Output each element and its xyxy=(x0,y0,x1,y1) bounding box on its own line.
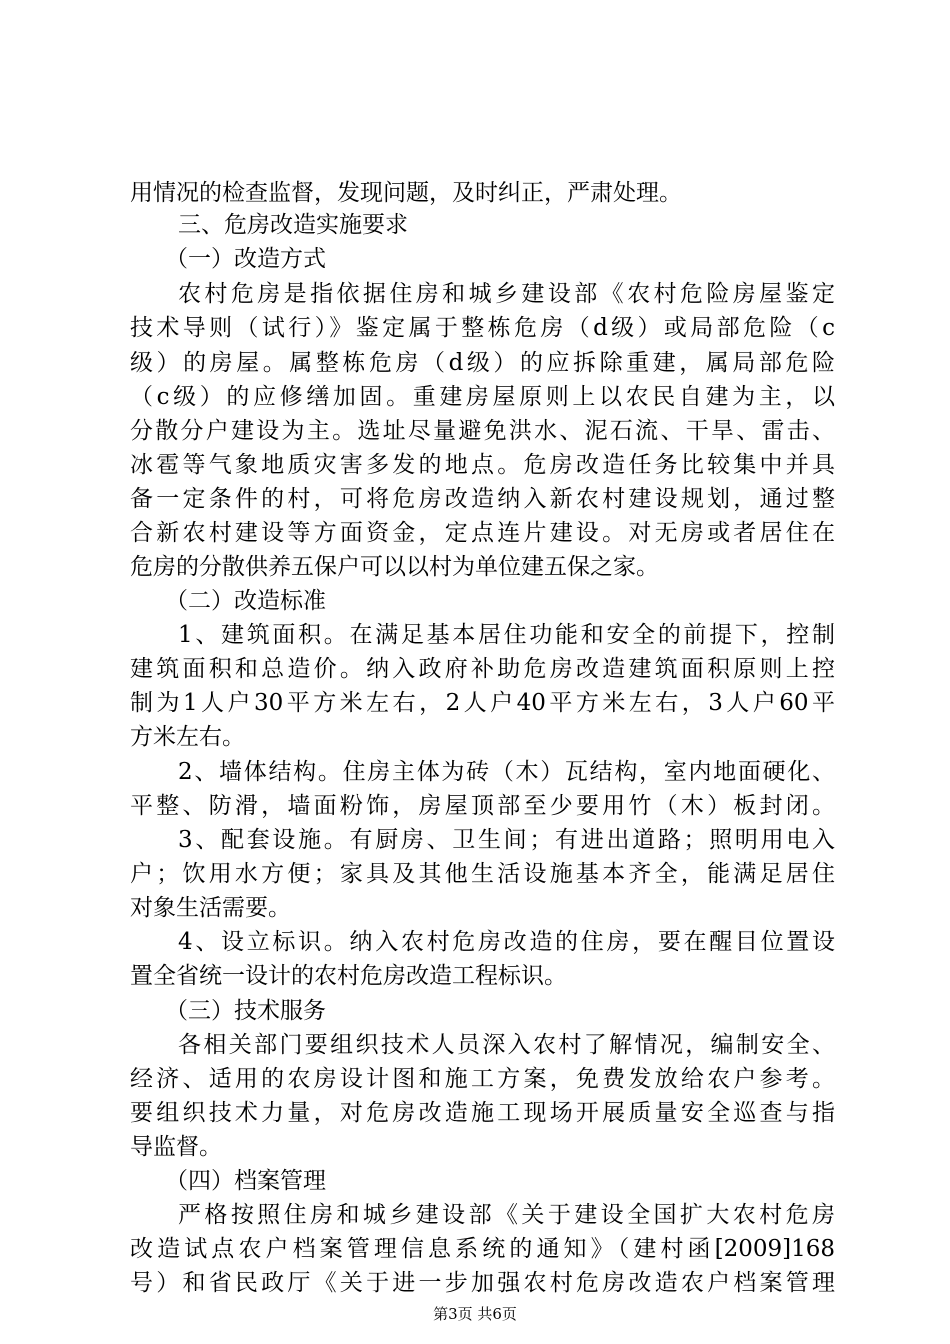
paragraph-line: 对象生活需要。 xyxy=(130,895,291,921)
paragraph-line: 置全省统一设计的农村危房改造工程标识。 xyxy=(130,963,567,989)
paragraph-line: 制为1人户30平方米左右，2人户40平方米左右，3人户60平 xyxy=(130,690,835,716)
paragraph-line: 要组织技术力量，对危房改造施工现场开展质量安全巡查与指 xyxy=(130,1100,835,1126)
page-number: 第3页 共6页 xyxy=(433,1305,517,1323)
paragraph-line: 危房的分散供养五保户可以以村为单位建五保之家。 xyxy=(130,554,659,580)
paragraph-line: 冰雹等气象地质灾害多发的地点。危房改造任务比较集中并具 xyxy=(130,452,835,478)
paragraph-line: 分散分户建设为主。选址尽量避免洪水、泥石流、干旱、雷击、 xyxy=(130,418,835,444)
subsection-heading: （二）改造标准 xyxy=(165,588,326,614)
paragraph-line: 农村危房是指依据住房和城乡建设部《农村危险房屋鉴定 xyxy=(178,281,835,307)
paragraph-line: 建筑面积和总造价。纳入政府补助危房改造建筑面积原则上控 xyxy=(130,656,835,682)
paragraph-line: 户；饮用水方便；家具及其他生活设施基本齐全，能满足居住 xyxy=(130,861,835,887)
paragraph-line: 级）的房屋。属整栋危房（d级）的应拆除重建，属局部危险 xyxy=(130,350,835,376)
paragraph-line: 合新农村建设等方面资金，定点连片建设。对无房或者居住在 xyxy=(130,520,835,546)
paragraph-line: 1、建筑面积。在满足基本居住功能和安全的前提下，控制 xyxy=(178,622,835,648)
paragraph-line: 导监督。 xyxy=(130,1134,222,1160)
paragraph-line: 3、配套设施。有厨房、卫生间；有进出道路；照明用电入 xyxy=(178,827,835,853)
paragraph-line: 经济、适用的农房设计图和施工方案，免费发放给农户参考。 xyxy=(130,1066,835,1092)
paragraph-line: 平整、防滑，墙面粉饰，房屋顶部至少要用竹（木）板封闭。 xyxy=(130,793,835,819)
text-line: 用情况的检查监督，发现问题，及时纠正，严肃处理。 xyxy=(130,180,682,206)
paragraph-line: 严格按照住房和城乡建设部《关于建设全国扩大农村危房 xyxy=(178,1202,835,1228)
paragraph-line: 4、设立标识。纳入农村危房改造的住房，要在醒目位置设 xyxy=(178,929,835,955)
subsection-heading: （一）改造方式 xyxy=(165,246,326,272)
paragraph-line: 改造试点农户档案管理信息系统的通知》（建村函[2009]168 xyxy=(130,1236,835,1262)
paragraph-line: 技术导则（试行）》鉴定属于整栋危房（d级）或局部危险（c xyxy=(130,315,835,341)
section-heading: 三、危房改造实施要求 xyxy=(178,212,408,238)
subsection-heading: （三）技术服务 xyxy=(165,998,326,1024)
paragraph-line: 2、墙体结构。住房主体为砖（木）瓦结构，室内地面硬化、 xyxy=(178,759,835,785)
paragraph-line: 各相关部门要组织技术人员深入农村了解情况，编制安全、 xyxy=(178,1032,835,1058)
paragraph-line: 号）和省民政厅《关于进一步加强农村危房改造农户档案管理 xyxy=(130,1270,835,1296)
paragraph-line: 方米左右。 xyxy=(130,724,245,750)
paragraph-line: （c级）的应修缮加固。重建房屋原则上以农民自建为主，以 xyxy=(130,384,835,410)
subsection-heading: （四）档案管理 xyxy=(165,1168,326,1194)
paragraph-line: 备一定条件的村，可将危房改造纳入新农村建设规划，通过整 xyxy=(130,486,835,512)
